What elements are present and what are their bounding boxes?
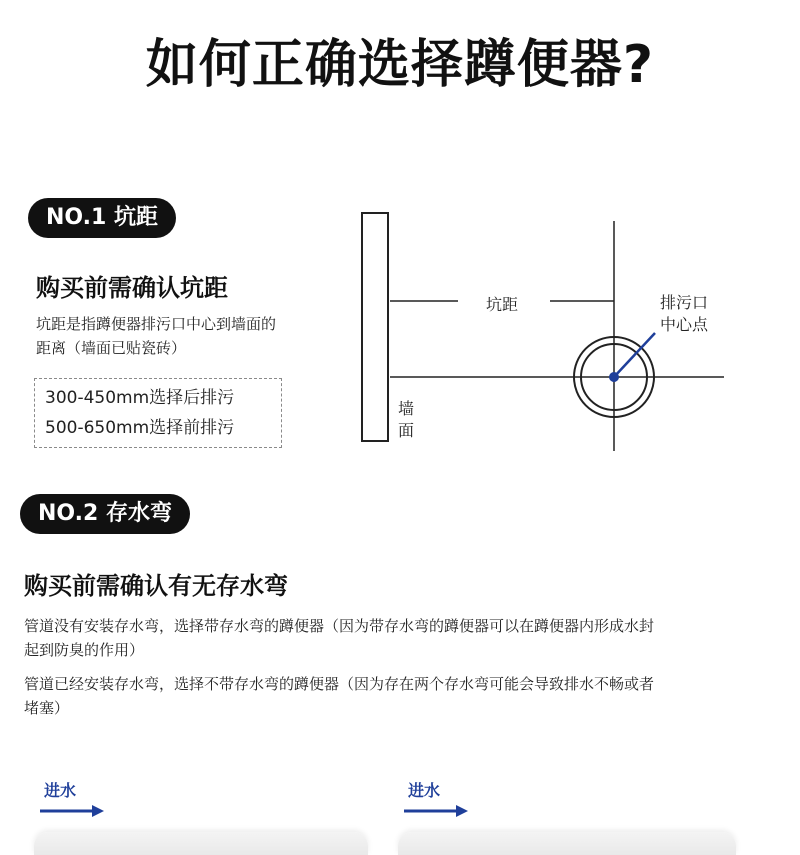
wall-label-line1: 墙 xyxy=(398,399,415,418)
section2-para2-line1: 管道已经安装存水弯，选择不带存水弯的蹲便器（因为存在两个存水弯可能会导致排水不畅或者 xyxy=(24,675,655,693)
option-front-drain: 500-650mm选择前排污 xyxy=(45,418,235,438)
pit-distance-options xyxy=(34,378,282,448)
center-pointer-line xyxy=(614,333,655,377)
section1-heading: 购买前需确认坑距 xyxy=(36,274,228,302)
section2-paragraph2 xyxy=(24,672,784,720)
section2-paragraph1 xyxy=(24,614,784,662)
left-inflow-arrow-icon xyxy=(40,803,106,819)
right-inflow-label: 进水 xyxy=(408,781,441,800)
section2-para1-line2: 起到防臭的作用） xyxy=(24,641,145,659)
section1-desc-line1: 坑距是指蹲便器排污口中心到墙面的 xyxy=(36,315,277,333)
drain-center-dot xyxy=(609,372,619,382)
wall-shape xyxy=(362,213,388,441)
option-rear-drain: 300-450mm选择后排污 xyxy=(45,388,235,408)
wall-label-line2: 面 xyxy=(398,421,415,440)
left-inflow-label: 进水 xyxy=(44,781,77,800)
left-product-card xyxy=(34,832,368,855)
section1-description xyxy=(36,312,276,360)
section2-para2-line2: 堵塞） xyxy=(24,699,70,717)
page-title: 如何正确选择蹲便器? xyxy=(145,35,655,95)
section1-desc-line2: 距离（墙面已贴瓷砖） xyxy=(36,339,187,357)
section2-heading: 购买前需确认有无存水弯 xyxy=(24,572,288,600)
wall-label xyxy=(398,398,414,442)
right-product-card xyxy=(398,832,736,855)
distance-label: 坑距 xyxy=(486,295,519,314)
section2-badge: NO.2 存水弯 xyxy=(20,494,190,534)
section1-badge: NO.1 坑距 xyxy=(28,198,176,238)
drain-center-label-line2: 中心点 xyxy=(660,315,709,334)
drain-center-label-line1: 排污口 xyxy=(660,293,709,312)
section2-para1-line1: 管道没有安装存水弯，选择带存水弯的蹲便器（因为带存水弯的蹲便器可以在蹲便器内形成水封 xyxy=(24,617,655,635)
drain-center-label xyxy=(660,292,708,336)
right-inflow-arrow-icon xyxy=(404,803,470,819)
